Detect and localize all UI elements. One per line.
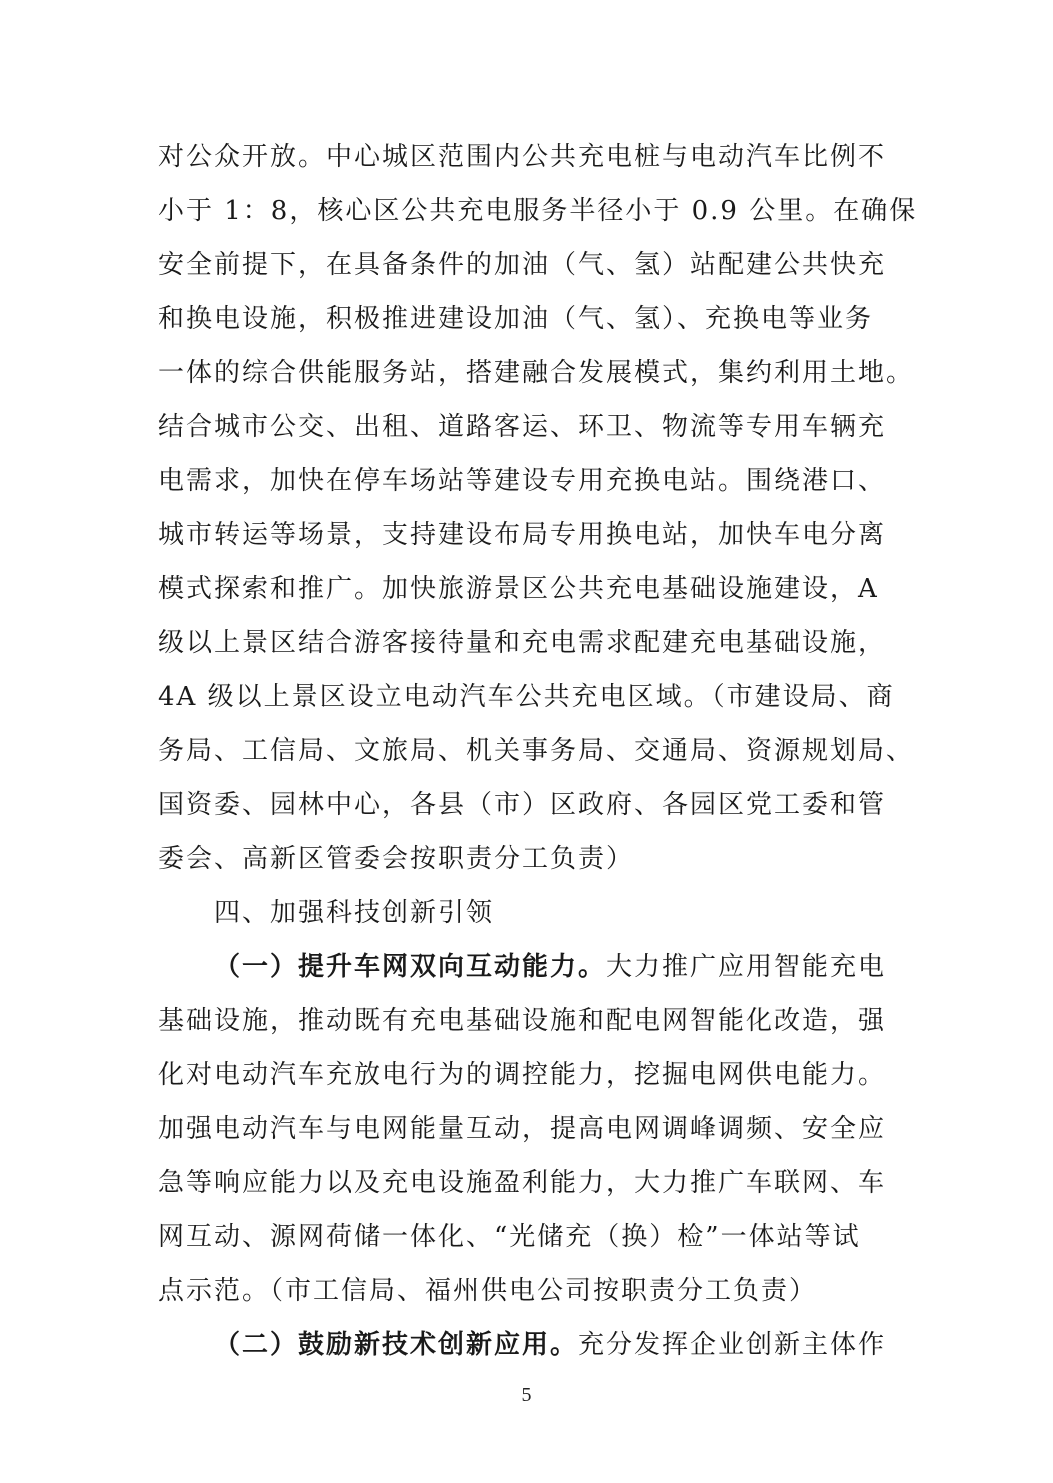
body-line: 急等响应能力以及充电设施盈利能力，大力推广车联网、车	[158, 1168, 887, 1198]
body-line: 模式探索和推广。加快旅游景区公共充电基础设施建设，A	[158, 574, 879, 604]
body-line: 对公众开放。中心城区范围内公共充电桩与电动汽车比例不	[158, 142, 887, 172]
body-line: 安全前提下，在具备条件的加油（气、氢）站配建公共快充	[158, 250, 887, 280]
item-2-first-line-text: 充分发挥企业创新主体作	[578, 1330, 887, 1360]
body-line: 加强电动汽车与电网能量互动，提高电网调峰调频、安全应	[158, 1114, 887, 1144]
body-line: 国资委、园林中心，各县（市）区政府、各园区党工委和管	[158, 790, 887, 820]
body-line: 和换电设施，积极推进建设加油（气、氢）、充换电等业务	[158, 304, 874, 334]
section-heading: 四、加强科技创新引领	[214, 898, 495, 928]
item-1-first-line	[214, 950, 895, 984]
item-2-title: （二）鼓励新技术创新应用。	[214, 1330, 579, 1360]
item-1-title: （一）提升车网双向互动能力。	[214, 952, 607, 982]
body-line: 城市转运等场景，支持建设布局专用换电站，加快车电分离	[158, 520, 887, 550]
body-line: 基础设施，推动既有充电基础设施和配电网智能化改造，强	[158, 1006, 887, 1036]
item-2-first-line	[214, 1328, 895, 1362]
body-line: 4A 级以上景区设立电动汽车公共充电区域。（市建设局、商	[158, 682, 895, 712]
page-number: 5	[521, 1384, 532, 1406]
body-line: 电需求，加快在停车场站等建设专用充换电站。围绕港口、	[158, 466, 887, 496]
body-line: 网互动、源网荷储一体化、“光储充（换）检”一体站等试	[158, 1222, 861, 1252]
body-line: 一体的综合供能服务站，搭建融合发展模式，集约利用土地。	[158, 358, 915, 388]
item-1-first-line-text: 大力推广应用智能充电	[606, 952, 887, 982]
body-line: 务局、工信局、文旅局、机关事务局、交通局、资源规划局、	[158, 736, 915, 766]
body-line: 化对电动汽车充放电行为的调控能力，挖掘电网供电能力。	[158, 1060, 887, 1090]
body-line: 点示范。（市工信局、福州供电公司按职责分工负责）	[158, 1276, 818, 1306]
body-line: 委会、高新区管委会按职责分工负责）	[158, 844, 635, 874]
body-line: 级以上景区结合游客接待量和充电需求配建充电基础设施，	[158, 628, 887, 658]
body-line: 结合城市公交、出租、道路客运、环卫、物流等专用车辆充	[158, 412, 887, 442]
body-line: 小于 1：8，核心区公共充电服务半径小于 0.9 公里。在确保	[158, 196, 918, 226]
